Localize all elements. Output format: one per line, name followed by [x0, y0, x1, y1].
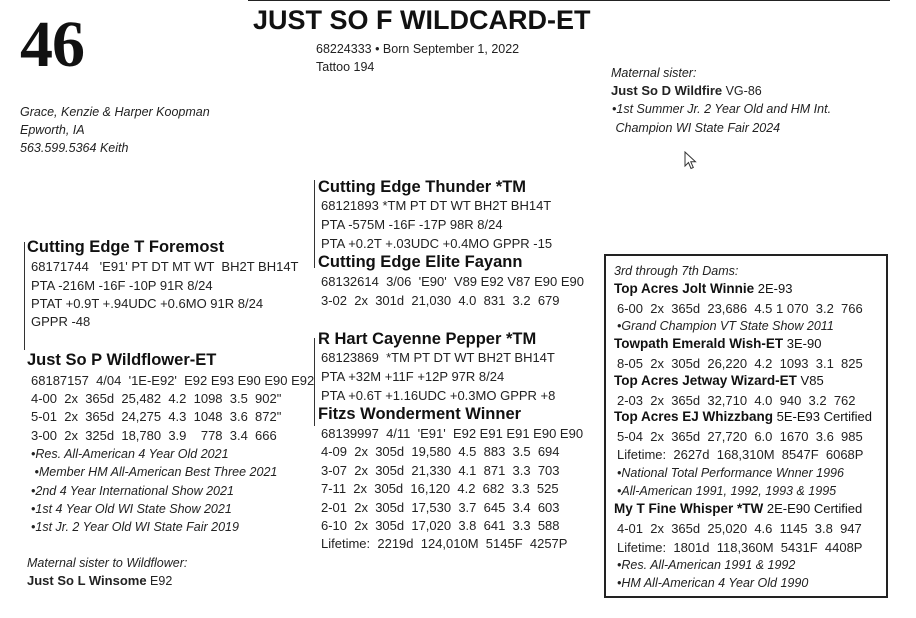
maternal-sister-heading: Maternal sister:: [611, 66, 697, 80]
sire-dam-line: 68132614 3/06 'E90' V89 E92 V87 E90 E90: [321, 274, 585, 289]
sire-dam-name: Cutting Edge Elite Fayann: [318, 253, 523, 271]
ancestor-dam-name: My T Fine Whisper *TW 2E-E90 Certified: [614, 501, 863, 516]
mouse-pointer-icon: [684, 151, 698, 176]
animal-title: JUST SO F WILDCARD-ET: [253, 5, 591, 35]
dam-dam-line: 6-10 2x 305d 17,020 3.8 641 3.3 588: [321, 518, 560, 533]
ancestor-dam-line: 2-03 2x 365d 32,710 4.0 940 3.2 762: [617, 393, 856, 408]
sire-line: GPPR -48: [31, 314, 91, 329]
dam-sire-line: PTA +0.6T +1.16UDC +0.3MO GPPR +8: [321, 388, 556, 403]
maternal-sister-to-dam-name: Just So L Winsome: [27, 573, 147, 588]
dam-award: •Res. All-American 4 Year Old 2021: [31, 447, 229, 461]
ancestor-dam-award: •Res. All-American 1991 & 1992: [617, 558, 796, 572]
sire-dam-line: 3-02 2x 301d 21,030 4.0 831 3.2 679: [321, 293, 560, 308]
owner-phone: 563.599.5364 Keith: [20, 141, 129, 155]
ancestor-dam-line: 6-00 2x 365d 23,686 4.5 1 070 3.2 766: [617, 301, 863, 316]
ancestor-dam-name: Top Acres Jolt Winnie 2E-93: [614, 281, 793, 296]
dam-line: 5-01 2x 365d 24,275 4.3 1048 3.6 872": [31, 409, 282, 424]
dam-sire-name: R Hart Cayenne Pepper *TM: [318, 330, 537, 348]
sire-line: PTA -216M -16F -10P 91R 8/24: [31, 278, 213, 293]
sire-name: Cutting Edge T Foremost: [27, 238, 225, 256]
dam-dam-line: 7-11 2x 305d 16,120 4.2 682 3.3 525: [321, 481, 559, 496]
maternal-sister-to-dam-line: [27, 572, 172, 590]
dam-dam-line: 3-07 2x 305d 21,330 4.1 871 3.3 703: [321, 463, 560, 478]
sire-sire-bracket: [314, 180, 315, 268]
dam-dam-line: 2-01 2x 305d 17,530 3.7 645 3.4 603: [321, 500, 560, 515]
dam-dam-name: Fitzs Wonderment Winner: [318, 405, 522, 423]
dam-sire-line: 68123869 *TM PT DT WT BH2T BH14T: [321, 350, 555, 365]
dam-line: 4-00 2x 365d 25,482 4.2 1098 3.5 902": [31, 391, 282, 406]
ancestor-dam-name: Top Acres EJ Whizzbang 5E-E93 Certified: [614, 409, 873, 424]
dam-award: •1st Jr. 2 Year Old WI State Fair 2019: [31, 520, 239, 534]
maternal-sister-to-dam-score: E92: [146, 574, 173, 588]
dam-award: •2nd 4 Year International Show 2021: [31, 484, 234, 498]
maternal-sister-award-1: •1st Summer Jr. 2 Year Old and HM Int.: [612, 102, 832, 116]
maternal-sister-to-dam-heading: Maternal sister to Wildflower:: [27, 556, 188, 570]
dam-dam-line: 4-09 2x 305d 19,580 4.5 883 3.5 694: [321, 444, 560, 459]
sire-sire-line: PTA -575M -16F -17P 98R 8/24: [321, 217, 503, 232]
top-rule: [248, 0, 890, 1]
dam-award: •Member HM All-American Best Three 2021: [31, 465, 278, 479]
ancestor-dam-award: •All-American 1991, 1992, 1993 & 1995: [617, 484, 837, 498]
ancestor-dam-line: 4-01 2x 365d 25,020 4.6 1145 3.8 947: [617, 521, 862, 536]
sire-line: PTAT +0.9T +.94UDC +0.6MO 91R 8/24: [31, 296, 264, 311]
owner-names: Grace, Kenzie & Harper Koopman: [20, 105, 210, 119]
tattoo: Tattoo 194: [316, 60, 375, 74]
maternal-sister-award-2: Champion WI State Fair 2024: [612, 121, 781, 135]
ancestor-dam-line: Lifetime: 2627d 168,310M 8547F 6068P: [617, 447, 864, 462]
sire-sire-line: 68121893 *TM PT DT WT BH2T BH14T: [321, 198, 552, 213]
dam-award: •1st 4 Year Old WI State Show 2021: [31, 502, 232, 516]
registration-line: 68224333 • Born September 1, 2022: [316, 42, 520, 56]
ancestor-dam-name: Towpath Emerald Wish-ET 3E-90: [614, 336, 822, 351]
ancestor-dam-award: •HM All-American 4 Year Old 1990: [617, 576, 809, 590]
maternal-sister-name: Just So D Wildfire: [611, 83, 723, 98]
ancestor-dam-award: •Grand Champion VT State Show 2011: [617, 319, 834, 333]
ancestor-dam-award: •National Total Performance Wnner 1996: [617, 466, 844, 480]
ancestor-dam-name: Top Acres Jetway Wizard-ET V85: [614, 373, 824, 388]
maternal-sister-score: VG-86: [722, 84, 762, 98]
dam-line: 3-00 2x 325d 18,780 3.9 778 3.4 666: [31, 428, 277, 443]
dam-sire-bracket: [314, 338, 315, 426]
ancestor-dam-line: 5-04 2x 365d 27,720 6.0 1670 3.6 985: [617, 429, 863, 444]
ancestor-dam-line: 8-05 2x 305d 26,220 4.2 1093 3.1 825: [617, 356, 863, 371]
sire-sire-name: Cutting Edge Thunder *TM: [318, 178, 527, 196]
dam-name: Just So P Wildflower-ET: [27, 351, 217, 369]
lot-number: 46: [20, 8, 84, 81]
dam-sire-line: PTA +32M +11F +12P 97R 8/24: [321, 369, 505, 384]
ancestor-dam-line: Lifetime: 1801d 118,360M 5431F 4408P: [617, 540, 863, 555]
dam-dam-line: Lifetime: 2219d 124,010M 5145F 4257P: [321, 536, 568, 551]
ancestor-dams-heading: 3rd through 7th Dams:: [614, 264, 739, 278]
sire-line: 68171744 'E91' PT DT MT WT BH2T BH14T: [31, 259, 299, 274]
dam-line: 68187157 4/04 '1E-E92' E92 E93 E90 E90 E92: [31, 373, 315, 388]
dam-dam-line: 68139997 4/11 'E91' E92 E91 E91 E90 E90: [321, 426, 584, 441]
sire-bracket: [24, 242, 25, 350]
maternal-sister-line: [611, 82, 762, 100]
sire-sire-line: PTA +0.2T +.03UDC +0.4MO GPPR -15: [321, 236, 553, 251]
owner-city: Epworth, IA: [20, 123, 85, 137]
